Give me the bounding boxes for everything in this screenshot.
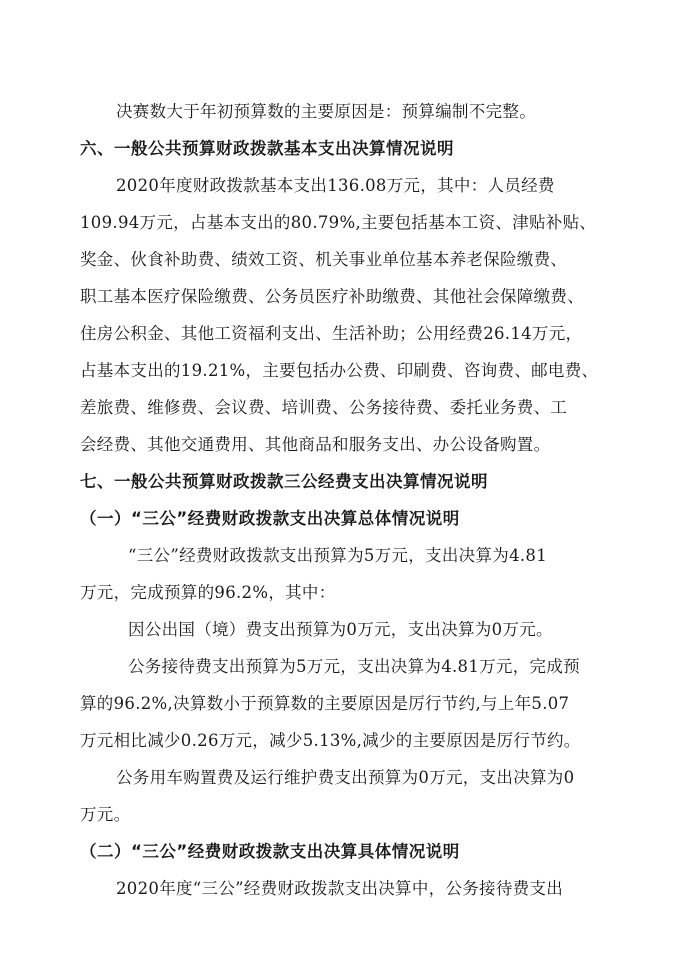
paragraph-line: 2020年度“三公”经费财政拨款支出决算中，公务接待费支出 — [116, 879, 564, 898]
paragraph-line: 占基本支出的19.21%，主要包括办公费、印刷费、咨询费、邮电费、 — [80, 361, 599, 380]
subsection-heading-2: （二）“三公”经费财政拨款支出决算具体情况说明 — [80, 842, 460, 861]
paragraph-line: 万元相比减少0.26万元，减少5.13%,减少的主要原因是厉行节约。 — [80, 731, 581, 750]
paragraph-line: 2020年度财政拨款基本支出136.08万元，其中：人员经费 — [116, 176, 555, 195]
paragraph-line: 算的96.2%,决算数小于预算数的主要原因是厉行节约,与上年5.07 — [80, 694, 570, 713]
paragraph-line: 因公出国（境）费支出预算为0万元，支出决算为0万元。 — [128, 620, 553, 639]
paragraph-line: 万元。 — [80, 805, 131, 824]
subsection-heading-1: （一）“三公”经费财政拨款支出决算总体情况说明 — [80, 509, 460, 528]
paragraph-line: 决赛数大于年初预算数的主要原因是：预算编制不完整。 — [116, 102, 536, 121]
paragraph-line: 职工基本医疗保险缴费、公务员医疗补助缴费、其他社会保障缴费、 — [80, 287, 584, 306]
paragraph-line: 109.94万元，占基本支出的80.79%,主要包括基本工资、津贴补贴、 — [80, 213, 597, 232]
paragraph-line: 万元，完成预算的96.2%，其中： — [80, 583, 336, 602]
paragraph-line: 差旅费、维修费、会议费、培训费、公务接待费、委托业务费、工 — [80, 398, 568, 417]
section-heading-6: 六、一般公共预算财政拨款基本支出决算情况说明 — [80, 139, 454, 158]
paragraph-line: “三公”经费财政拨款支出预算为5万元，支出决算为4.81 — [128, 546, 548, 565]
paragraph-line: 住房公积金、其他工资福利支出、生活补助；公用经费26.14万元， — [80, 324, 583, 343]
paragraph-line: 公务接待费支出预算为5万元，支出决算为4.81万元，完成预 — [128, 657, 580, 676]
paragraph-line: 公务用车购置费及运行维护费支出预算为0万元，支出决算为0 — [116, 768, 575, 787]
paragraph-line: 会经费、其他交通费用、其他商品和服务支出、办公设备购置。 — [80, 435, 551, 454]
section-heading-7: 七、一般公共预算财政拨款三公经费支出决算情况说明 — [80, 472, 488, 491]
paragraph-line: 奖金、伙食补助费、绩效工资、机关事业单位基本养老保险缴费、 — [80, 250, 568, 269]
